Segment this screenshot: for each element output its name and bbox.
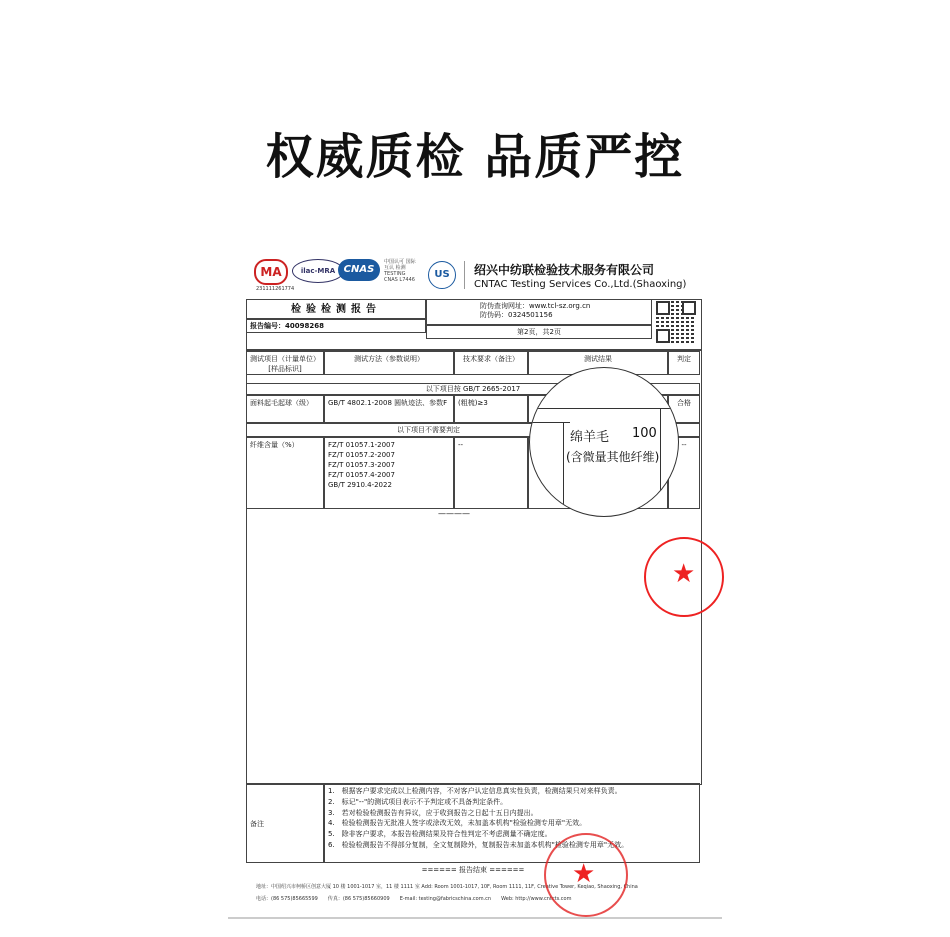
verify-site: 防伪查询网址：www.tcl-sz.org.cn xyxy=(480,302,591,310)
section-no-judgement: 以下项目不需要判定 xyxy=(246,423,700,437)
stamp-star-icon-2: ★ xyxy=(572,859,596,889)
verify-code: 防伪码：0324501156 xyxy=(480,311,553,319)
note-5: 5. 除非客户要求，本报告检测结果及符合性判定不考虑测量不确定度。 xyxy=(328,830,552,839)
row1-method: GB/T 4802.1-2008 圆轨迹法、参数F xyxy=(324,395,454,423)
mag-line-top xyxy=(530,408,678,409)
company-name-en: CNTAC Testing Services Co.,Ltd.(Shaoxing) xyxy=(474,279,687,290)
ma-logo: MA xyxy=(254,259,288,285)
note-2: 2. 标记"--"的测试项目表示不予判定或不具备判定条件。 xyxy=(328,797,508,806)
us-logo: US xyxy=(428,261,456,289)
row2-method-3: FZ/T 01057.3-2007 xyxy=(328,461,395,469)
row2-item: 纤维含量（%） xyxy=(246,437,324,509)
table-end-mark: ———— xyxy=(438,509,470,518)
report-title: 检验检测报告 xyxy=(246,299,426,319)
th-verdict: 判定 xyxy=(668,351,700,375)
section-standard: 以下项目按 GB/T 2665-2017 xyxy=(246,383,700,395)
mag-fiber: 绵羊毛 xyxy=(570,430,610,445)
header-divider xyxy=(464,261,465,289)
company-name-cn: 绍兴中纺联检验技术服务有限公司 xyxy=(474,263,655,277)
notes-list xyxy=(324,783,700,863)
row1-item: 面料起毛起球（级） xyxy=(246,395,324,423)
row1-verdict: 合格 xyxy=(668,395,700,423)
magnifier-lens xyxy=(529,367,679,517)
mag-line-right xyxy=(660,408,661,516)
mag-note: (含微量其他纤维) xyxy=(566,450,660,464)
report-end: ====== 报告结束 ====== xyxy=(421,866,525,874)
th-result: 测试结果 xyxy=(528,351,668,375)
row2-method-1: FZ/T 01057.1-2007 xyxy=(328,441,395,449)
test-report-document xyxy=(246,255,702,925)
mag-value: 100 xyxy=(632,426,657,441)
seal-stamp-bottom xyxy=(544,833,628,917)
document-shadow xyxy=(228,917,722,919)
row2-method-4: FZ/T 01057.4-2007 xyxy=(328,471,395,479)
footer-address: 地址：中国绍兴市柯桥区创意大厦 10 楼 1001-1017 室，11 楼 1111 室 Add: Room 1001-1017, 10F, Room 1111, 11F, Creative Tower, Keqiao, Shaoxing, China xyxy=(256,884,638,890)
report-header xyxy=(246,255,702,297)
note-6: 6. 检验检测报告不得部分复制，全文复制除外，复制报告未加盖本机构"检验检测专用章"无效。 xyxy=(328,840,629,849)
row1-requirement: (粗梳)≥3 xyxy=(454,395,528,423)
cnas-logo: CNAS xyxy=(338,259,380,281)
notes-label: 备注 xyxy=(246,783,324,863)
th-method: 测试方法（参数说明） xyxy=(324,351,454,375)
mag-line-mid xyxy=(530,422,570,423)
mag-line-left xyxy=(563,422,564,516)
note-1: 1. 根据客户要求完成以上检测内容，不对客户认定信息真实性负责，检测结果只对来样负责。 xyxy=(328,787,622,795)
cnas-caption: 中国认可 国际互认 检测 TESTING CNAS L7446 xyxy=(384,259,416,283)
ilac-mra-logo: ilac-MRA xyxy=(292,259,344,283)
seal-stamp-right xyxy=(644,537,724,617)
title-frame xyxy=(246,299,702,351)
row2-method-5: GB/T 2910.4-2022 xyxy=(328,481,392,489)
th-requirement: 技术要求（备注） xyxy=(454,351,528,375)
page-indicator: 第2页，共2页 xyxy=(426,325,652,339)
footer-contact: 电话：(86 575)85665599 传真：(86 575)85660909 E-mail: testing@fabricschina.com.cn Web: http://www.cntcts.com xyxy=(256,896,572,902)
row2-requirement: -- xyxy=(454,437,528,509)
report-number: 40098268 xyxy=(285,322,324,330)
stamp-star-icon: ★ xyxy=(672,559,696,589)
note-4: 4. 检验检测报告无批准人签字或涂改无效，未加盖本机构"检验检测专用章"无效。 xyxy=(328,819,587,828)
row2-method-2: FZ/T 01057.2-2007 xyxy=(328,451,395,459)
ma-number: 231111261774 xyxy=(256,286,295,292)
headline: 权威质检 品质严控 xyxy=(265,129,685,185)
row2-verdict: -- xyxy=(668,437,700,509)
th-item: 测试项目（计量单位）[样品标识] xyxy=(246,351,324,375)
note-3: 3. 若对检验检测报告有异议，应于收到报告之日起十五日内提出。 xyxy=(328,808,538,817)
report-number-label: 报告编号： xyxy=(250,322,285,330)
